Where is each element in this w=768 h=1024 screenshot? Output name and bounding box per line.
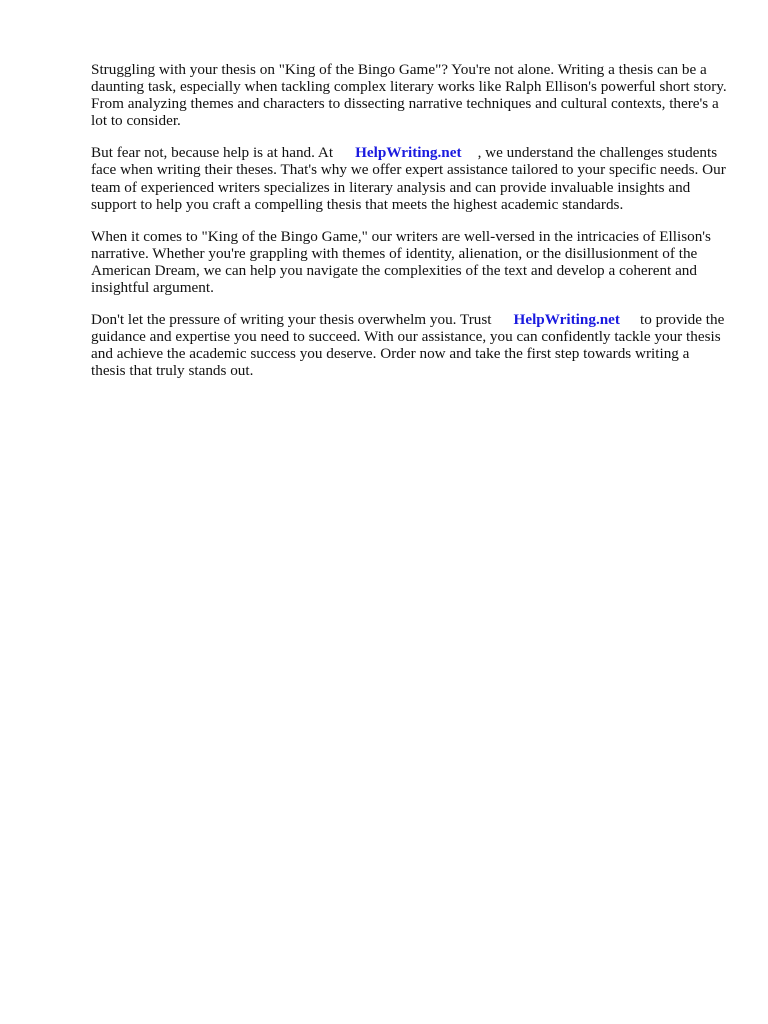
paragraph-help [91,144,727,212]
helpwriting-link-2[interactable]: HelpWriting.net [513,311,620,329]
paragraph-help-rest: , we understand the challenges students face when writing their theses. That's why we offer expert assistance tailored to your specific needs. Our team of experienced writers specializes in literary analysis and can provide invaluable insights and support to help you craft a compelling thesis that meets the highest academic standards. [91,144,726,213]
helpwriting-link[interactable]: HelpWriting.net [355,144,462,162]
paragraph-help-lead: But fear not, because help is at hand. At [91,144,334,162]
paragraph-intro: Struggling with your thesis on "King of the Bingo Game"? You're not alone. Writing a thesis can be a daunting task, especially when tackling complex literary works like Ralph Ellison's powerful short story. From analyzing themes and characters to dissecting narrative techniques and cultural contexts, there's a lot to consider. [91,61,727,130]
paragraph-trust-rest: to provide the guidance and expertise you need to succeed. With our assistance, you can confidently tackle your thesis and achieve the academic success you deserve. Order now and take the first step towards writing a thesis that truly stands out. [91,311,725,380]
paragraph-bingo: When it comes to "King of the Bingo Game," our writers are well-versed in the intricacies of Ellison's narrative. Whether you're grappling with themes of identity, alienation, or the disillusionment of the American Dream, we can help you navigate the complexities of the text and develop a coherent and insightful argument. [91,227,711,297]
paragraph-trust [91,311,727,379]
paragraph-trust-lead: Don't let the pressure of writing your thesis overwhelm you. Trust [91,311,492,329]
document-body [91,61,727,395]
